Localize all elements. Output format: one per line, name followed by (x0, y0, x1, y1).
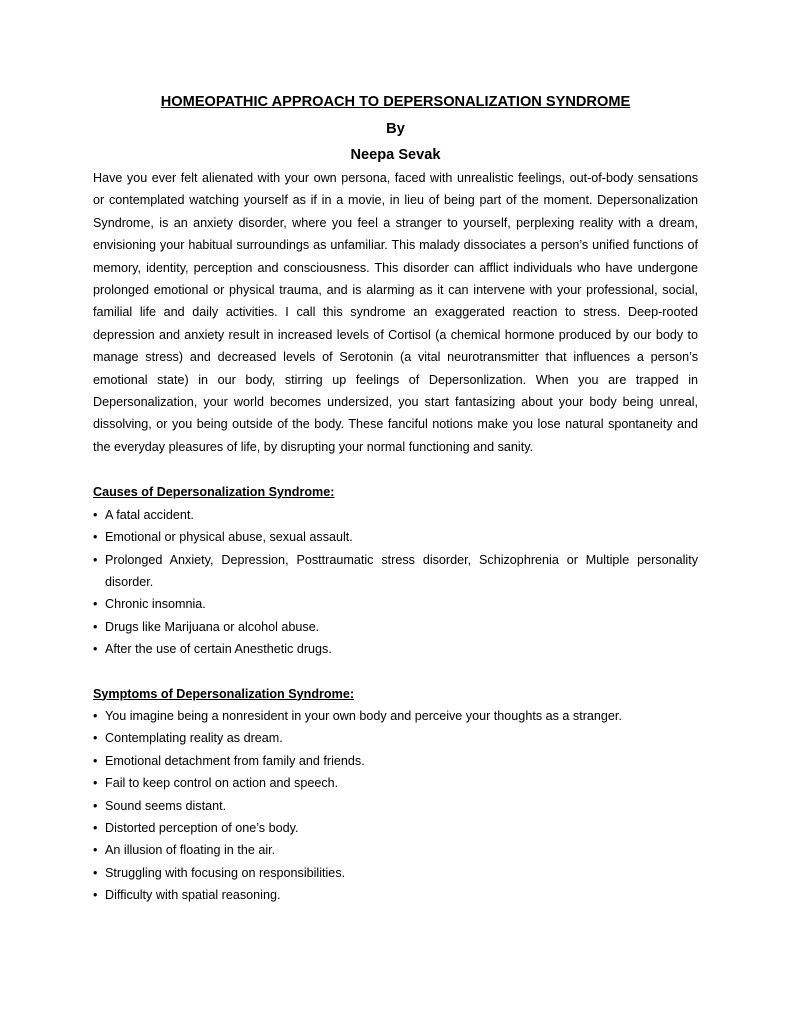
list-item (93, 795, 698, 817)
bullet-icon: • (93, 731, 98, 746)
list-item-text: An illusion of floating in the air. (105, 843, 276, 858)
bullet-icon: • (93, 753, 98, 768)
document-title: HOMEOPATHIC APPROACH TO DEPERSONALIZATION SYNDROME (160, 94, 631, 110)
list-item-text: Prolonged Anxiety, Depression, Posttraumatic stress disorder, Schizophrenia or Multiple personality disorder. (105, 552, 698, 589)
list-item (93, 705, 698, 727)
bullet-icon: • (93, 776, 98, 791)
list-item (93, 616, 698, 638)
list-item (93, 772, 698, 794)
list-item (93, 526, 698, 548)
bullet-icon: • (93, 507, 98, 522)
list-item (93, 504, 698, 526)
bullet-icon: • (93, 530, 98, 545)
list-item-text: After the use of certain Anesthetic drugs. (105, 642, 332, 657)
list-item (93, 862, 698, 884)
list-item-text: Emotional detachment from family and friends. (105, 753, 365, 768)
list-item-text: Contemplating reality as dream. (105, 731, 283, 746)
bullet-icon: • (93, 642, 98, 657)
list-item (93, 549, 698, 594)
bullet-icon: • (93, 843, 98, 858)
list-item-text: You imagine being a nonresident in your own body and perceive your thoughts as a stranger. (105, 708, 622, 723)
list-item-text: Struggling with focusing on responsibilities. (105, 865, 346, 880)
bullet-icon: • (93, 865, 98, 880)
document-page (93, 92, 698, 907)
list-item (93, 817, 698, 839)
causes-list (93, 504, 698, 661)
list-item-text: Drugs like Marijuana or alcohol abuse. (105, 619, 320, 634)
bullet-icon: • (93, 619, 98, 634)
bullet-icon: • (93, 552, 98, 567)
bullet-icon: • (93, 888, 98, 903)
bullet-icon: • (93, 820, 98, 835)
author-name: Neepa Sevak (350, 147, 441, 163)
bullet-icon: • (93, 708, 98, 723)
list-item-text: Chronic insomnia. (105, 597, 206, 612)
list-item (93, 727, 698, 749)
bullet-icon: • (93, 798, 98, 813)
symptoms-heading: Symptoms of Depersonalization Syndrome: (93, 686, 355, 701)
list-item (93, 638, 698, 660)
symptoms-list (93, 705, 698, 907)
list-item-text: A fatal accident. (105, 507, 194, 522)
intro-paragraph: Have you ever felt alienated with your own persona, faced with unrealistic feelings, out-of-body sensations or contemplated watching yourself as if in a movie, in lieu of being part of the moment. Depersonalization Syndrome, is an anxiety disorder, where you feel a stranger to yourself, perplexing reality with a dream, envisioning your habitual surroundings as unfamiliar. This malady dissociates a person’s unified functions of memory, identity, perception and consciousness. This disorder can afflict individuals who have undergone prolonged emotional or physical trauma, and is alarming as it can intervene with your professional, social, familial life and daily activities. I call this syndrome an exaggerated reaction to stress. Deep-rooted depression and anxiety result in increased levels of Cortisol (a chemical hormone produced by our body to manage stress) and decreased levels of Serotonin (a vital neurotransmitter that influences a person’s emotional state) in our body, stirring up feelings of Depersonlization. When you are trapped in Depersonalization, your world becomes undersized, you start fantasizing about your body being unreal, dissolving, or you being outside of the body. These fanciful notions make you lose natural spontaneity and the everyday pleasures of life, by disrupting your normal functioning and sanity. (93, 171, 698, 454)
list-item (93, 593, 698, 615)
bullet-icon: • (93, 597, 98, 612)
list-item-text: Emotional or physical abuse, sexual assault. (105, 530, 353, 545)
causes-heading: Causes of Depersonalization Syndrome: (93, 485, 335, 500)
byline-label: By (386, 121, 405, 137)
list-item-text: Distorted perception of one’s body. (105, 820, 299, 835)
list-item-text: Difficulty with spatial reasoning. (105, 888, 281, 903)
list-item-text: Sound seems distant. (105, 798, 227, 813)
list-item-text: Fail to keep control on action and speech. (105, 776, 339, 791)
list-item (93, 884, 698, 906)
list-item (93, 839, 698, 861)
list-item (93, 750, 698, 772)
